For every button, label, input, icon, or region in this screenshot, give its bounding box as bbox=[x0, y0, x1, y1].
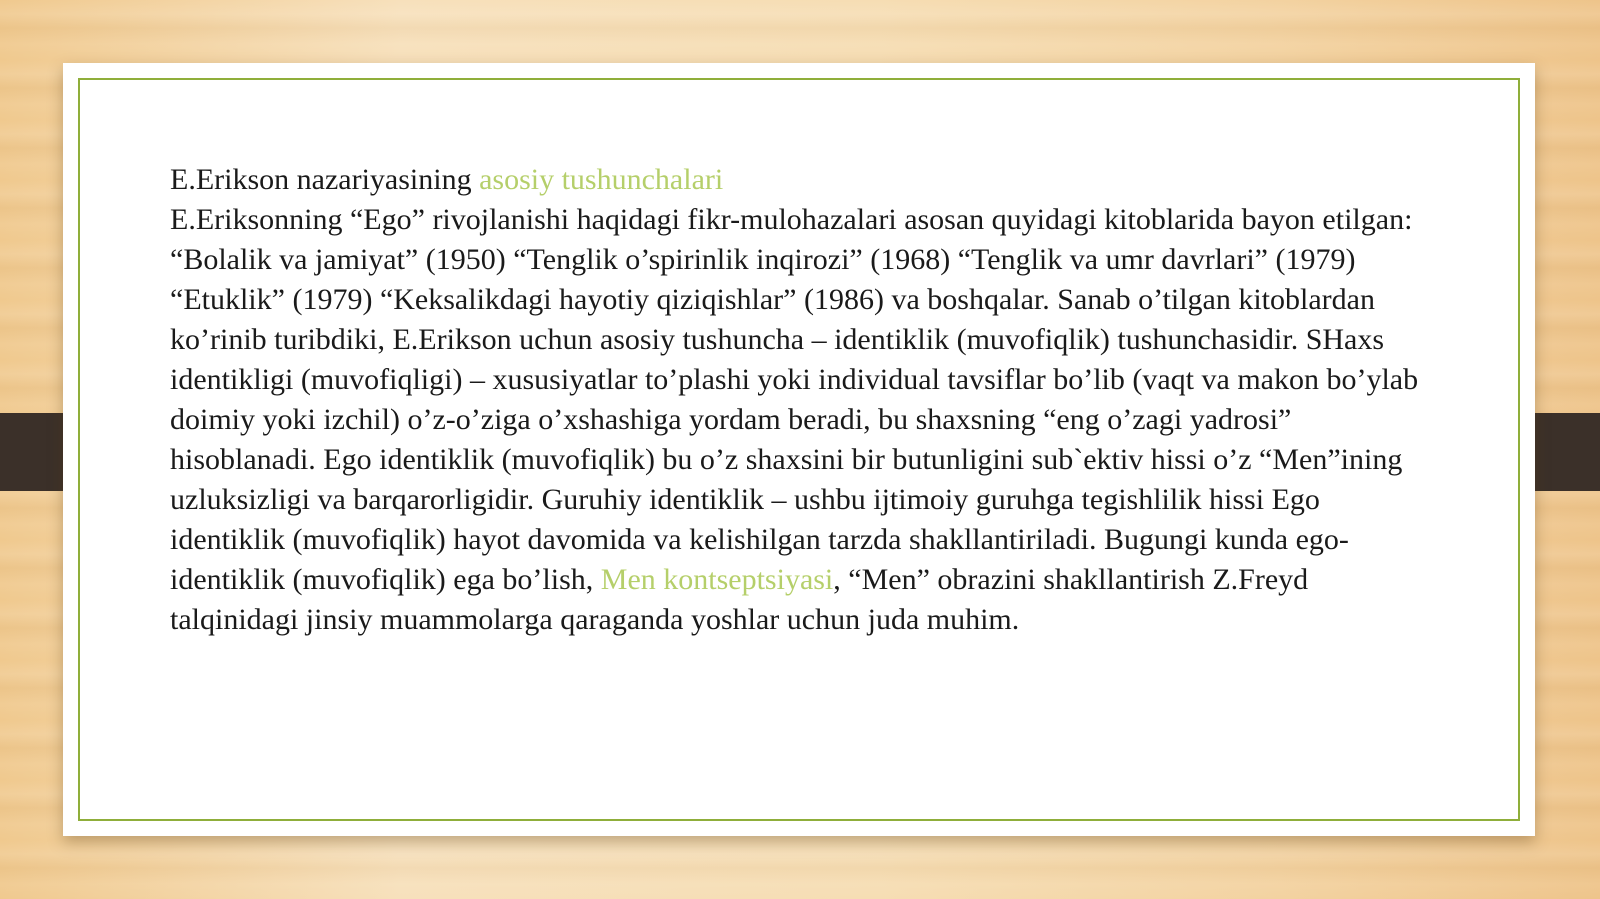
heading-prefix: E.Erikson nazariyasining bbox=[170, 163, 480, 196]
slide-text bbox=[170, 160, 1440, 640]
body-highlight: Men kontseptsiyasi bbox=[600, 563, 834, 596]
body-part2: , “Men” obrazini shakllantirish Z.Freyd talqinidagi jinsiy muammolarga qaraganda yoshlar uchun juda muhim. bbox=[170, 563, 1309, 636]
slide-body bbox=[170, 200, 1440, 640]
body-part1: E.Eriksonning “Ego” rivojlanishi haqidagi fikr-mulohazalari asosan quyidagi kitoblarida bayon etilgan: “Bolalik va jamiyat” (1950) “Tenglik o’spirinlik inqirozi” (1968) “Tenglik va umr davrlari” (1979) “Etuklik” (1979) “Keksalikdagi hayotiy qiziqishlar” (1986) va boshqalar. Sanab o’tilgan kitoblardan ko’rinib turibdiki, E.Erikson uchun asosiy tushuncha – identiklik (muvofiqlik) tushunchasidir. SHaxs identikligi (muvofiqligi) – xususiyatlar to’plashi yoki individual tavsiflar bo’lib (vaqt va makon bo’ylab doimiy yoki izchil) o’z-o’ziga o’xshashiga yordam beradi, bu shaxsning “eng o’zagi yadrosi” hisoblanadi. Ego identiklik (muvofiqlik) bu o’z shaxsini bir butunligini sub`ektiv hissi o’z “Men”ining uzluksizligi va barqarorligidir. Guruhiy identiklik – ushbu ijtimoiy guruhga tegishlilik hissi Ego identiklik (muvofiqlik) hayot davomida va kelishilgan tarzda shakllantiriladi. Bugungi kunda ego-identiklik (muvofiqlik) ega bo’lish, bbox=[170, 203, 1419, 596]
slide-heading bbox=[170, 160, 1440, 200]
heading-highlight: asosiy tushunchalari bbox=[479, 163, 724, 196]
